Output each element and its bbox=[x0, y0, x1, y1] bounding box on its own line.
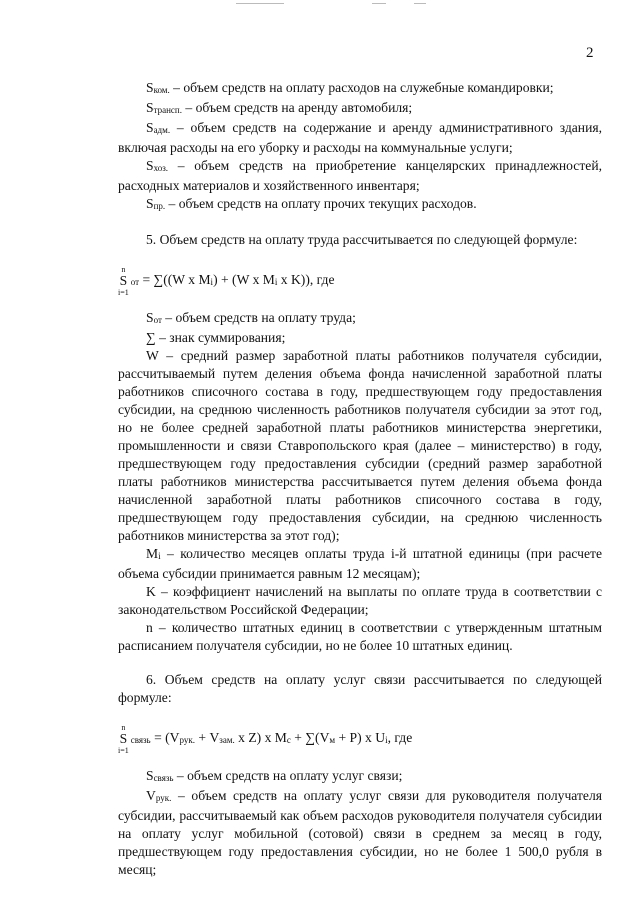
definitions-list bbox=[118, 79, 602, 215]
definition-line: n – количество штатных единиц в соответствии с утвержденным штатным расписанием получателя субсидии, но не более 10 штатных единиц. bbox=[118, 620, 602, 653]
definition-line: $S_{ком.}$ – объем средств на оплату расходов на служебные командировки; bbox=[146, 80, 554, 95]
definition-line: $V_{рук.}$ – объем средств на оплату услуг связи для руководителя получателя субсидии, рассчитываемый как объем расходов руководителя получателя субсидии на оплату услуг мобильной (сотовой) связи в среднем за месяц в году, предшествующем году предоставления субсидии, но не более 1 500,0 рубля в месяц; bbox=[118, 788, 602, 877]
page-number: 2 bbox=[586, 45, 594, 61]
section-6-definitions bbox=[118, 767, 602, 879]
definition-line: W – средний размер заработной платы работников получателя субсидии, рассчитываемый путем деления объема фонда начисленной заработной платы работников списочного состава в году, предшествующем году предоставления субсидии, на среднюю численность работников получателя субсидии за этот год, но не более средней заработной платы работников министерства энергетики, промышленности и связи Ставропольского края (далее – министерство) в году, предшествующем году предоставления субсидии (средний размер заработной платы работников министерства рассчитывается путем деления объема фонда начисленной заработной платы работников списочного состава в году, предшествующем году предоставления субсидии, на среднюю численность работников министерства за этот год); bbox=[118, 348, 602, 543]
definition-line: $S_{трансп.}$ – объем средств на аренду автомобиля; bbox=[146, 100, 413, 115]
formula-text: $_{от}$ = ∑((W x $M_i) + (W$ x $M_i$ x K)), где bbox=[130, 272, 335, 287]
formula-wage bbox=[118, 263, 602, 299]
definition-line: ∑ – знак суммирования; bbox=[146, 330, 286, 345]
sum-limits: n S i=1 bbox=[118, 265, 129, 297]
definition-line: $S_{хоз.}$ – объем средств на приобретение канцелярских принадлежностей, расходных материалов и хозяйственного инвентаря; bbox=[118, 158, 602, 193]
scan-top-marks bbox=[0, 0, 640, 8]
definition-line: $S_{пр.}$ – объем средств на оплату прочих текущих расходов. bbox=[146, 196, 477, 211]
section-5-definitions bbox=[118, 309, 602, 655]
definition-line: $S_{адм.}$ – объем средств на содержание и аренду административного здания, включая расходы на его уборку и расходы на коммунальные услуги; bbox=[118, 120, 602, 155]
definition-line: K – коэффициент начислений на выплаты по оплате труда в соответствии с законодательством Российской Федерации; bbox=[118, 584, 602, 617]
definition-line: $S_{от}$ – объем средств на оплату труда; bbox=[146, 310, 356, 325]
sum-limits: n S i=1 bbox=[118, 723, 129, 755]
document-body bbox=[118, 79, 602, 879]
section-5-intro: 5. Объем средств на оплату труда рассчитывается по следующей формуле: bbox=[146, 232, 578, 247]
section-6-intro: 6. Объем средств на оплату услуг связи рассчитывается по следующей формуле: bbox=[118, 672, 602, 705]
definition-line: $M_i$ – количество месяцев оплаты труда i-й штатной единицы (при расчете объема субсидии принимается равным 12 месяцам); bbox=[118, 546, 602, 581]
formula-text: $_{связь} = (V_{рук.} + V_{зам.}$ x Z) x $M_c + \sum(V_м + P)$ x $U_i$, где bbox=[130, 730, 413, 745]
formula-communication bbox=[118, 721, 602, 757]
definition-line: $S_{связь}$ – объем средств на оплату услуг связи; bbox=[146, 768, 403, 783]
